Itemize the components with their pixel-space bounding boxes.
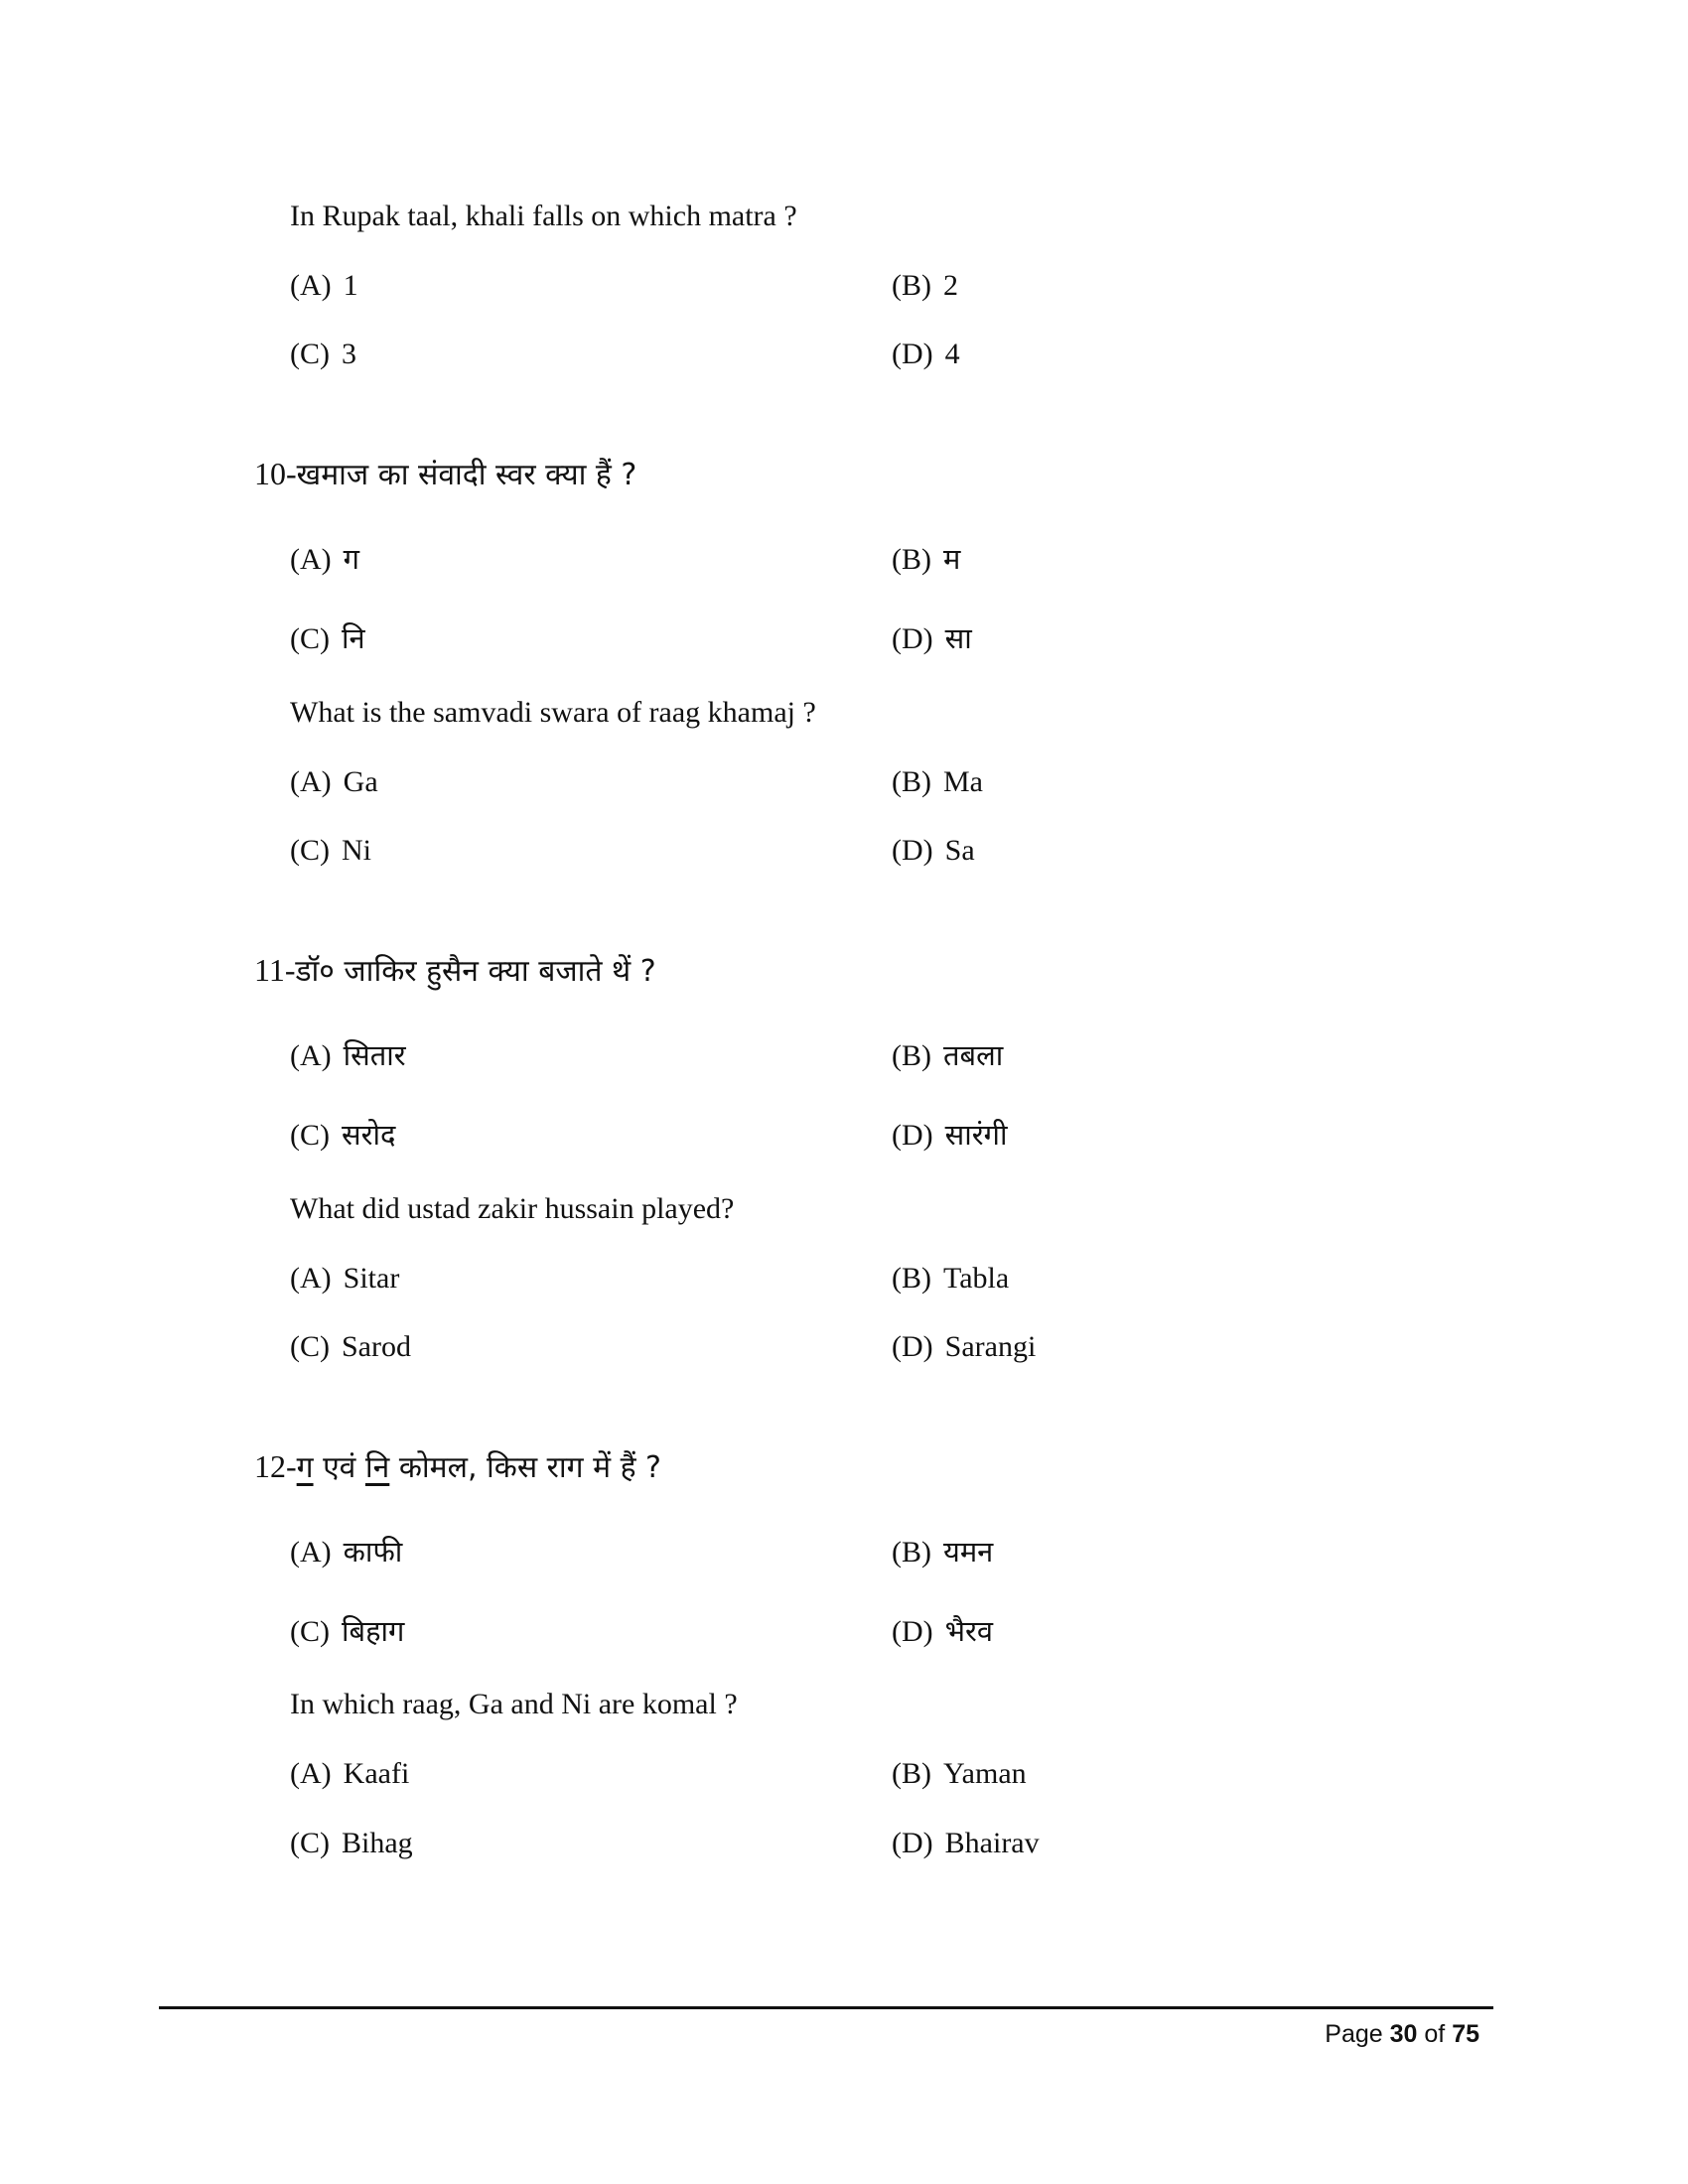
option-letter: (B): [892, 1039, 931, 1072]
option-text: यमन: [943, 1535, 994, 1569]
q9-english-option-a: [290, 265, 358, 307]
option-letter: (B): [892, 1262, 931, 1295]
q12-english-option-d: [892, 1823, 1040, 1864]
q11-hindi-option-b: [892, 1034, 1003, 1077]
option-letter: (B): [892, 1757, 931, 1790]
option-text: Ga: [343, 765, 378, 798]
option-letter: (A): [290, 269, 332, 302]
option-letter: (D): [892, 1330, 933, 1363]
q10-hindi-question: [254, 452, 636, 497]
option-text: बिहाग: [342, 1614, 405, 1648]
q12-english-option-b: [892, 1753, 1027, 1795]
option-letter: (D): [892, 1119, 933, 1152]
option-text: Bihag: [342, 1827, 413, 1859]
option-text: सा: [944, 621, 972, 655]
option-letter: (D): [892, 1615, 933, 1648]
option-text: सरोद: [342, 1118, 396, 1152]
option-letter: (D): [892, 1827, 933, 1859]
option-letter: (B): [892, 765, 931, 798]
option-letter: (A): [290, 1757, 332, 1790]
option-text: नि: [342, 621, 365, 655]
q9-english-option-c: [290, 334, 356, 375]
total-pages: 75: [1452, 2020, 1479, 2048]
q12-hindi-option-a: [290, 1531, 402, 1573]
page-prefix: Page: [1325, 2020, 1390, 2048]
option-text: Sitar: [343, 1262, 400, 1295]
option-text: Ni: [342, 834, 371, 867]
q11-english-option-d: [892, 1326, 1036, 1368]
q10-english-option-d: [892, 830, 975, 872]
option-text: Kaafi: [343, 1757, 410, 1790]
page-number: [1325, 2017, 1479, 2051]
option-letter: (A): [290, 1536, 332, 1569]
question-number: 10-: [254, 456, 297, 491]
option-letter: (A): [290, 1262, 332, 1295]
option-letter: (C): [290, 1827, 330, 1859]
q12-hindi-option-d: [892, 1610, 993, 1653]
q11-english-prompt: What did ustad zakir hussain played?: [290, 1192, 735, 1225]
option-text: Sarangi: [944, 1330, 1037, 1363]
q10-hindi-option-d: [892, 617, 972, 660]
option-letter: (B): [892, 543, 931, 576]
q10-english-option-a: [290, 761, 378, 803]
option-text: काफी: [343, 1535, 403, 1569]
option-text: 1: [343, 269, 358, 302]
option-text: सितार: [343, 1038, 406, 1072]
question-number: 11-: [254, 952, 296, 988]
komal-ga-underlined: ग: [296, 1450, 314, 1485]
q10-english-option-c: [290, 830, 371, 872]
q12-english-option-a: [290, 1753, 409, 1795]
option-letter: (B): [892, 1536, 931, 1569]
q10-english-option-b: [892, 761, 983, 803]
option-text: 2: [943, 269, 958, 302]
q11-hindi-question: [254, 948, 656, 994]
option-text: Bhairav: [944, 1827, 1040, 1859]
option-letter: (D): [892, 622, 933, 655]
option-text: ग: [343, 542, 359, 576]
option-letter: (A): [290, 765, 332, 798]
option-text: Sa: [944, 834, 975, 867]
option-letter: (C): [290, 1615, 330, 1648]
option-text: तबला: [943, 1038, 1004, 1072]
q12-english-option-c: [290, 1823, 413, 1864]
option-letter: (C): [290, 1330, 330, 1363]
q9-english-option-b: [892, 265, 958, 307]
current-page: 30: [1389, 2020, 1418, 2048]
option-letter: (D): [892, 834, 933, 867]
question-text: खमाज का संवादी स्वर क्या हैं ?: [296, 458, 637, 492]
option-letter: (D): [892, 338, 933, 370]
q12-hindi-question: [254, 1444, 661, 1490]
q11-hindi-option-a: [290, 1034, 406, 1077]
q10-english-prompt: What is the samvadi swara of raag khamaj ?: [290, 696, 816, 729]
option-text: Tabla: [943, 1262, 1010, 1295]
q10-hindi-option-c: [290, 617, 365, 660]
option-letter: (A): [290, 543, 332, 576]
option-letter: (B): [892, 269, 931, 302]
option-text: 3: [342, 338, 356, 370]
q11-english-option-a: [290, 1258, 399, 1299]
footer-divider: [159, 2006, 1493, 2009]
q9-english-option-d: [892, 334, 960, 375]
option-letter: (C): [290, 834, 330, 867]
option-text: Sarod: [342, 1330, 411, 1363]
option-text: 4: [944, 338, 960, 370]
question-text-part: एवं: [313, 1450, 365, 1485]
option-letter: (A): [290, 1039, 332, 1072]
option-text: म: [943, 542, 961, 576]
q11-hindi-option-c: [290, 1114, 395, 1157]
option-text: सारंगी: [944, 1118, 1008, 1152]
q11-english-option-b: [892, 1258, 1009, 1299]
q12-english-prompt: In which raag, Ga and Ni are komal ?: [290, 1688, 738, 1720]
q10-hindi-option-b: [892, 538, 960, 581]
q9-english-prompt: In Rupak taal, khali falls on which matra ?: [290, 200, 797, 232]
option-letter: (C): [290, 622, 330, 655]
komal-ni-underlined: नि: [364, 1450, 390, 1485]
option-text: भैरव: [944, 1614, 994, 1648]
q12-hindi-option-b: [892, 1531, 993, 1573]
q10-hindi-option-a: [290, 538, 359, 581]
page-of: of: [1417, 2020, 1453, 2048]
option-text: Ma: [943, 765, 983, 798]
question-number: 12-: [254, 1448, 297, 1484]
q11-hindi-option-d: [892, 1114, 1007, 1157]
question-text-part: कोमल, किस राग में हैं ?: [389, 1450, 661, 1485]
option-letter: (C): [290, 338, 330, 370]
q12-hindi-option-c: [290, 1610, 404, 1653]
option-text: Yaman: [943, 1757, 1027, 1790]
option-letter: (C): [290, 1119, 330, 1152]
question-text: डॉ० जाकिर हुसैन क्या बजाते थें ?: [295, 954, 656, 989]
q11-english-option-c: [290, 1326, 411, 1368]
